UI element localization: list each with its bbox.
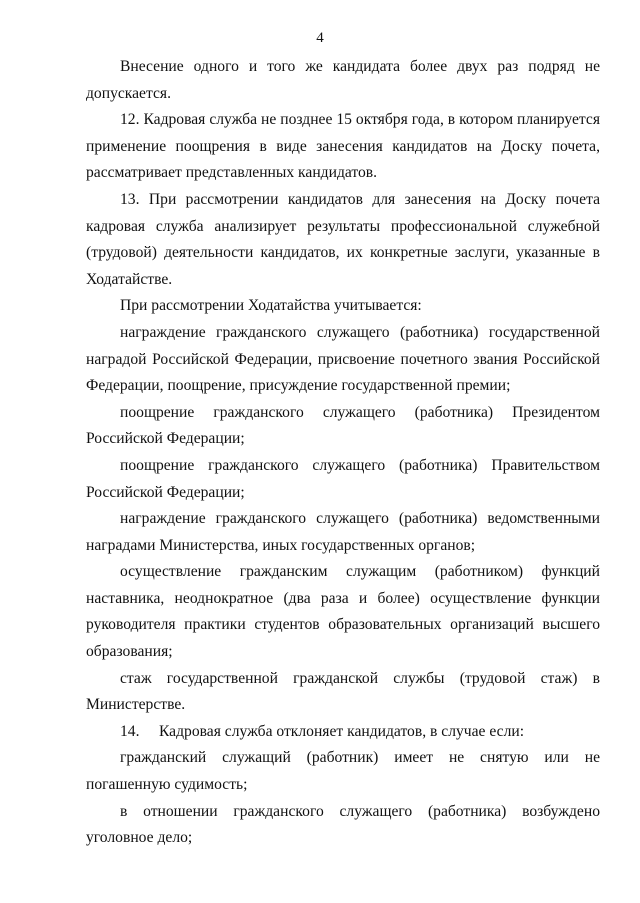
- page-body: [86, 54, 600, 852]
- paragraph-13-analysis: 13. При рассмотрении кандидатов для занесения на Доску почета кадровая служба анализирует результаты профессиональной служебной (трудовой) деятельности кандидатов, их конкретные заслуги, указанные в Ходатайстве.: [86, 190, 600, 288]
- paragraph-mentorship: осуществление гражданским служащим (работником) функций наставника, неоднократное (два раза и более) осуществление функции руководителя практики студентов образовательных организаций высшего образования;: [86, 563, 600, 661]
- paragraph-14-rejection: 14. Кадровая служба отклоняет кандидатов, в случае если:: [120, 722, 525, 740]
- paragraph-repeat-restriction: Внесение одного и того же кандидата более двух раз подряд не допускается.: [86, 58, 600, 102]
- page-number: 4: [316, 30, 324, 46]
- paragraph-criminal-case: в отношении гражданского служащего (работника) возбуждено уголовное дело;: [86, 802, 600, 847]
- paragraph-criminal-record: гражданский служащий (работник) имеет не снятую или не погашенную судимость;: [86, 749, 600, 794]
- paragraph-state-award: награждение гражданского служащего (работника) государственной наградой Российской Федерации, присвоение почетного звания Российской Федерации, поощрение, присуждение государственной премии;: [86, 323, 600, 395]
- paragraph-considerations-intro: При рассмотрении Ходатайства учитывается:: [120, 297, 422, 315]
- paragraph-service-length: стаж государственной гражданской службы (трудовой стаж) в Министерстве.: [86, 669, 600, 714]
- paragraph-president-incentive: поощрение гражданского служащего (работника) Президентом Российской Федерации;: [86, 403, 600, 448]
- paragraph-12-review-deadline: 12. Кадровая служба не позднее 15 октября года, в котором планируется применение поощрения в виде занесения кандидатов на Доску почета, рассматривает представленных кандидатов.: [86, 111, 600, 182]
- paragraph-departmental-awards: награждение гражданского служащего (работника) ведомственными наградами Министерства, иных государственных органов;: [86, 510, 600, 554]
- paragraph-government-incentive: поощрение гражданского служащего (работника) Правительством Российской Федерации;: [86, 456, 600, 501]
